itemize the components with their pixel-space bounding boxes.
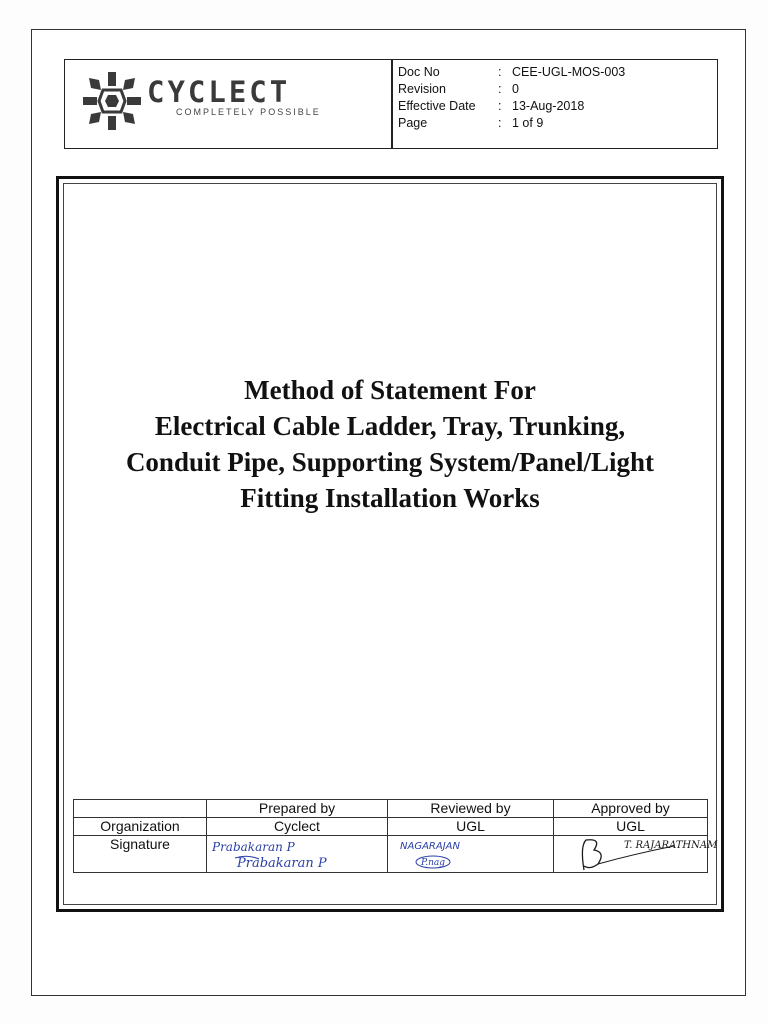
company-logo (77, 62, 382, 146)
approved-signature-image (554, 836, 718, 872)
cyclect-snowflake-icon (79, 68, 145, 134)
svg-text:NAGARAJAN: NAGARAJAN (400, 841, 460, 852)
separator: : (498, 65, 502, 79)
page-value: 1 of 9 (512, 116, 544, 130)
effective-date-label: Effective Date (398, 99, 476, 113)
doc-no-row (398, 64, 713, 81)
svg-text:Prabakaran P: Prabakaran P (237, 856, 327, 871)
logo-tagline: COMPLETELY POSSIBLE (176, 107, 321, 117)
column-header-reviewed: Reviewed by (388, 800, 554, 818)
effective-date-value: 13-Aug-2018 (512, 99, 585, 113)
separator: : (498, 99, 502, 113)
reviewed-org: UGL (388, 818, 554, 836)
doc-no-label: Doc No (398, 65, 440, 79)
organization-row (74, 818, 708, 836)
organization-label: Organization (74, 818, 207, 836)
document-info (398, 64, 713, 132)
svg-text:T. RAJARATHNAM: T. RAJARATHNAM (624, 840, 718, 851)
revision-value: 0 (512, 82, 519, 96)
separator: : (498, 82, 502, 96)
title-line: Conduit Pipe, Supporting System/Panel/Light (125, 447, 655, 477)
svg-text:P.nag: P.nag (421, 858, 446, 868)
title-line: Fitting Installation Works (240, 483, 540, 513)
doc-no-value: CEE-UGL-MOS-003 (512, 65, 626, 79)
approved-org: UGL (554, 818, 708, 836)
approval-table (73, 799, 718, 873)
title-line: Method of Statement For (244, 375, 536, 405)
revision-row (398, 81, 713, 98)
empty-corner-cell (74, 800, 207, 818)
logo-wordmark: CYCLECT (147, 75, 291, 109)
signature-row (74, 836, 708, 873)
page-label: Page (398, 116, 428, 130)
approval-header-row (74, 800, 708, 818)
effective-date-row (398, 98, 713, 115)
document-header (64, 59, 718, 149)
page-row (398, 115, 713, 132)
signature-label: Signature (74, 836, 207, 873)
title-line: Electrical Cable Ladder, Tray, Trunking, (154, 411, 626, 441)
column-header-approved: Approved by (554, 800, 708, 818)
svg-text:Prabakaran P: Prabakaran P (212, 840, 295, 854)
reviewed-signature (388, 836, 554, 873)
header-divider (391, 60, 393, 148)
column-header-prepared: Prepared by (207, 800, 388, 818)
prepared-signature (207, 836, 388, 873)
revision-label: Revision (398, 82, 446, 96)
document-title (64, 372, 716, 516)
separator: : (498, 116, 502, 130)
title-frame-inner (63, 183, 717, 905)
title-frame (56, 176, 724, 912)
prepared-org: Cyclect (207, 818, 388, 836)
prepared-signature-image (207, 836, 387, 872)
approved-signature (554, 836, 718, 873)
reviewed-signature-image (388, 836, 553, 872)
